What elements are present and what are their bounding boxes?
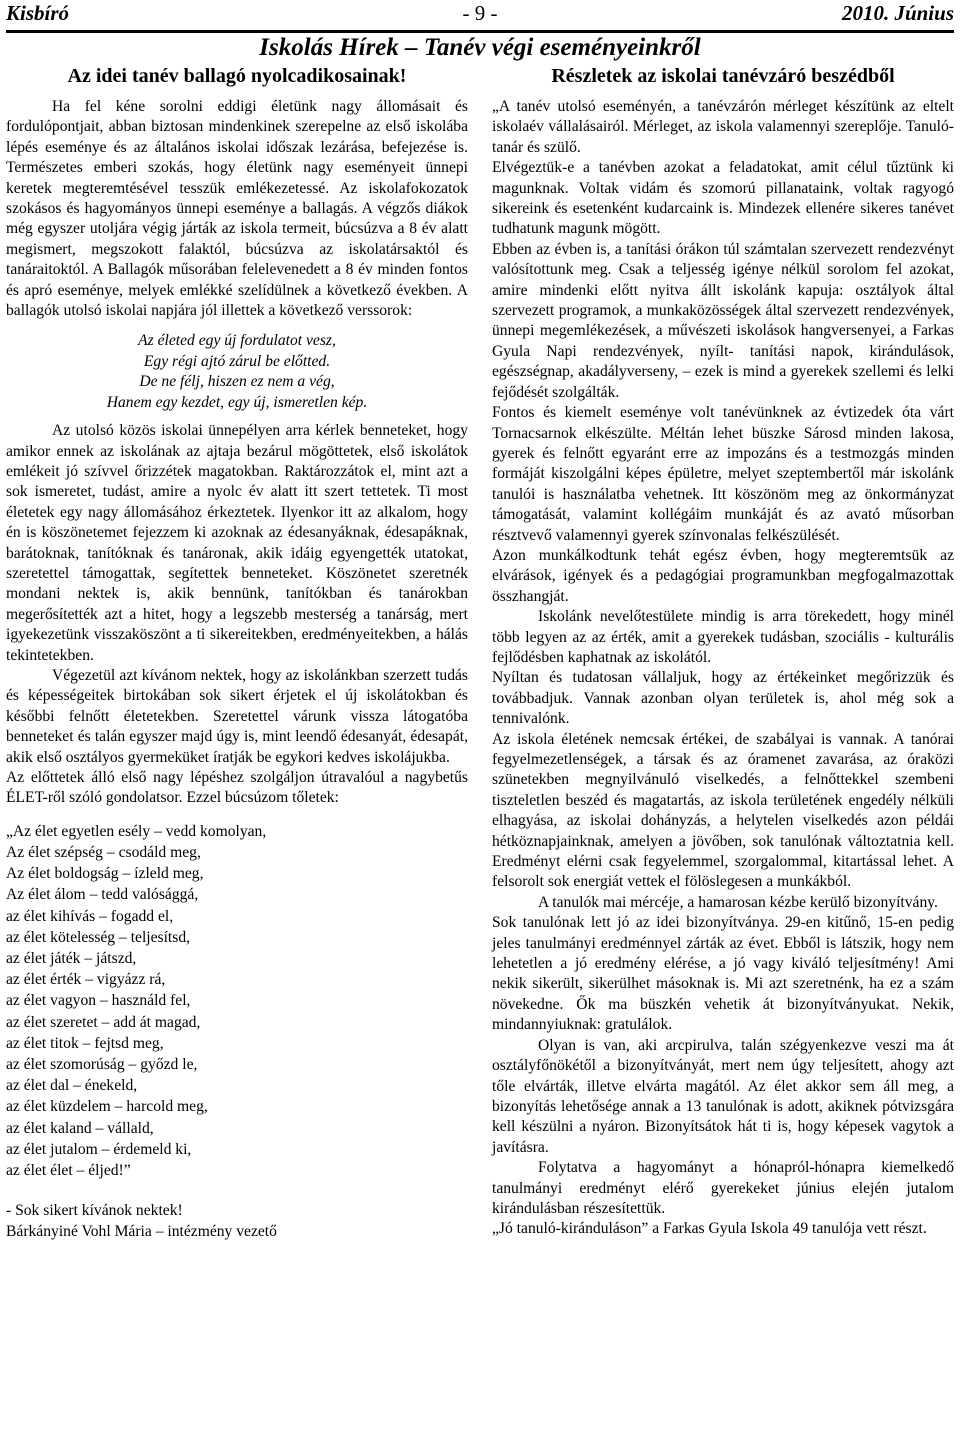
publication-name: Kisbíró — [6, 1, 70, 25]
page-title: Iskolás Hírek – Tanév végi eseményeinkről — [259, 34, 701, 61]
life-line: az élet jutalom – érdemeld ki, — [6, 1140, 192, 1158]
right-paragraph-10: Sok tanulónak lett jó az idei bizonyítványa. 29-en kitűnő, 15-en pedig jeles tanulmányi eredménnyel zárták az évet. Ebből is látszik, hogy nem lehetetlen a jó eredmény elérése, a jó vagy kiváló teljesítmény! Ami nekik sikerült, sikerülhet másoknak is. Mi azt szeretnénk, ha ez a szám növekedne. Ők ma büszkén vehetik át bizonyítványukat. Nekik, mindannyiuknak: gratulálok. — [492, 914, 954, 1034]
right-paragraph-12: Folytatva a hagyományt a hónapról-hónapra kiemelkedő tanulmányi eredményt elérő gyerekeket június elején jutalom kirándulásban részesítettük. — [492, 1159, 954, 1217]
poem-line: De ne félj, hiszen ez nem a vég, — [139, 373, 335, 391]
life-line: az élet játék – játszd, — [6, 950, 137, 968]
life-line: Az élet álom – tedd valósággá, — [6, 886, 199, 904]
life-line: az élet dal – énekeld, — [6, 1077, 138, 1095]
life-line: az élet érték – vigyázz rá, — [6, 971, 166, 989]
left-heading: Az idei tanév ballagó nyolcadikosainak! — [67, 65, 407, 87]
life-line: az élet kötelesség – teljesítsd, — [6, 928, 191, 946]
life-line: az élet kaland – vállald, — [6, 1119, 154, 1137]
life-line: az élet küzdelem – harcold meg, — [6, 1098, 208, 1116]
life-line: az élet szeretet – add át magad, — [6, 1013, 201, 1031]
issue-date: 2010. Június — [841, 1, 954, 25]
left-paragraph-4: Az előttetek álló első nagy lépéshez szolgáljon útravalóul a nagybetűs ÉLET-ről szóló gondolatsor. Ezzel búcsúzom tőletek: — [6, 769, 468, 807]
right-paragraph-11: Olyan is van, aki arcpirulva, talán szégyenkezve veszi ma át osztályfőnökétől a bizonyítványát, mert nem úgy teljesített, ahogy azt tőle elvárták, illetve elvárta magától. Az élet akkor sem áll meg, a bizonyítás lehetősége annak a 13 tanulónak is adott, akiknek pótvizsgára kell készülni a nyáron. Bizonyítsátok hát ti is, hogy képesek vagytok a javításra. — [492, 1036, 954, 1156]
right-paragraph-9: A tanulók mai mércéje, a hamarosan kézbe kerülő bizonyítvány. — [538, 893, 938, 911]
life-line: Az élet szépség – csodáld meg, — [6, 844, 201, 862]
right-paragraph-4: Fontos és kiemelt eseménye volt tanévünknek az évtizedek óta várt Tornacsarnok elkészülte. Méltán lehet büszke Sárosd minden lakosa, gyerek és felnőtt egyaránt erre az impozáns és a testmozgás minden formáját kiszolgálni képes épületre, melyet szeptembertől már iskolánk tanulói is használatba vehetnek. Itt köszönöm meg az önkormányzat támogatását, valamint kollégáim munkáját és az avató műsorban résztvevő valamennyi gyerek színvonalas felkészülését. — [492, 404, 954, 544]
left-paragraph-1: Ha fel kéne sorolni eddigi életünk nagy állomásait és fordulópontjait, abban biztosan mindenkinek szerepelne az első iskolába lépés eseménye és az általános iskolai időszak lezárása, befejezése is. Természetes emberi szokás, hogy életünk nagy eseményeit ünnepi keretek megteremtésével tesszük emlékezetessé. Az iskolafokozatok szokásos és hagyományos ünnepi eseménye a ballagás. A végzős diákok még egyszer utoljára végig járták az iskola termeit, búcsúzva a 8 év alatt megismert, megszokott falaktól, búcsúzva az iskolatársaktól és tanáraitoktól. A Ballagók műsorában felelevenedett a 8 év minden fontos és apró eseménye, melyek emlékké szelídülnek a következő években. A ballagók utolsó iskolai napjára jól illettek a következő verssorok: — [6, 98, 468, 320]
life-line: az élet vagyon – használd fel, — [6, 992, 191, 1010]
life-line: „Az élet egyetlen esély – vedd komolyan, — [6, 822, 267, 840]
right-paragraph-7: Nyíltan és tudatosan vállaljuk, hogy az értékeinket megőrizzük és továbbadjuk. Vannak azonban olyan területek is, ahol még sok a tennivalónk. — [492, 669, 954, 728]
left-paragraph-2: Az utolsó közös iskolai ünnepélyen arra kérlek benneteket, hogy amikor ennek az iskolának az ajtaja bezárul mögöttetek, első iskolátok emlékeit jó szívvel őrizzétek magatokban. Raktározzátok el, mint azt a sok ismeretet, tudást, amire a nyolc év alatt itt szert tettetek. Ti most életetek egy nagy állomásához érkeztetek. Ilyenkor itt az alkalom, hogy én is köszönetemet fejezzem ki azoknak az édesanyáknak, édesapáknak, barátoknak, tanítóknak és tanáronak, akik idáig egyengették utatokat, szeretettel támogattak, segítettek benneteket. Köszönetet szeretnék mondani nektek is, akik bennünk, tanítókban és tanárokban megerősítették azt a hitet, hogy a legszebb mesterség a tanárság, mert igyekezetünk visszaköszönt a ti sikereitekben, eredményeitekben, a hálás tekintetekben. — [6, 422, 468, 664]
right-paragraph-3: Ebben az évben is, a tanítási órákon túl számtalan szervezett rendezvényt valósítottunk meg. Csak a teljesség igénye nélkül sorolom fel azokat, amire mindenki előtt nyitva állt iskolánk kapuja: osztályok által szervezett programok, a munkaközösségek által szervezett rendezvények, ünnepi megemlékezések, a művészeti iskolások hangversenyei, a Farkas Gyula Napi rendezvények, nyílt- tanítási napok, kirándulások, egészségnap, akadályverseny, – ezek is mind a gyerekek szellemi és lelki fejődését szolgálták. — [492, 240, 954, 401]
page-header — [6, 0, 954, 30]
right-heading: Részletek az iskolai tanévzáró beszédből — [551, 65, 895, 87]
right-paragraph-13: „Jó tanuló-kiránduláson” a Farkas Gyula Iskola 49 tanulója vett részt. — [492, 1220, 927, 1238]
left-paragraph-3: Végezetül azt kívánom nektek, hogy az iskolánkban szerzett tudás és képességeitek birtokában sok sikert érjetek el új iskolátokban és későbbi felnőtt életetekben. Szeretettel várunk vissza látogatóba benneteket és talán egyszer majd úgy is, mint leendő édesanyát, édesapát, akik első osztályos gyermeküket íratják be egykori kedves iskolájukba. — [6, 666, 468, 766]
life-line: Az élet boldogság – ízleld meg, — [6, 865, 204, 883]
right-paragraph-5: Azon munkálkodtunk tehát egész évben, hogy megteremtsük az elvárások, igények és a pedagógiai programunkban megfogalmazottak összhangját. — [492, 546, 954, 605]
right-column — [492, 63, 954, 1240]
life-line: az élet kihívás – fogadd el, — [6, 907, 174, 925]
poem — [6, 331, 468, 413]
signature: Bárkányiné Vohl Mária – intézmény vezető — [6, 1222, 277, 1240]
closing-wish: - Sok sikert kívánok nektek! — [6, 1202, 183, 1220]
page-number: - 9 - — [462, 1, 498, 25]
life-poem — [6, 821, 468, 1181]
right-paragraph-1: „A tanév utolsó eseményén, a tanévzárón mérleget készítünk az eltelt iskolaév vállalásairól. Mérleget, az iskola valamennyi szereplője. Tanuló-tanár és szülő. — [492, 98, 954, 156]
right-paragraph-2: Elvégeztük-e a tanévben azokat a feladatokat, amit célul tűztünk ki magunknak. Voltak vidám és szomorú pillanataink, voltak ragyogó sikereink és esetenként kudarcaink is. Mindezek ellenére sikeres tanévet tudhatunk magunk mögött. — [492, 159, 954, 238]
life-line: az élet élet – éljed!” — [6, 1162, 131, 1180]
life-line: az élet szomorúság – győzd le, — [6, 1056, 198, 1074]
poem-line: Hanem egy kezdet, egy új, ismeretlen kép. — [106, 393, 368, 411]
right-paragraph-6: Iskolánk nevelőtestülete mindig is arra törekedett, hogy minél több legyen az az érték, amit a gyerekek tudásban, szociális - kulturális fejlődésben kaphatnak az iskolától. — [492, 608, 954, 666]
poem-line: Egy régi ajtó zárul be előtted. — [143, 352, 331, 370]
poem-line: Az életed egy új fordulatot vesz, — [138, 332, 336, 350]
right-paragraph-8: Az iskola életének nemcsak értékei, de szabályai is vannak. A tanórai fegyelmezetlenségek, a társak és az óramenet zavarása, az óraközi szünetekben megnyilvánuló viselkedés, a felnőttekkel szembeni tiszteletlen beszéd és magatartás, az iskola területének engedély nélküli elhagyása, az iskolai dohányzás, a helytelen viselkedés azon példái hétköznapjainknak, amelyen a jövőben, sok tanulónak változtatnia kell. Eredményt elérni csak fegyelemmel, szorgalommal, kitartással lehet. A felsorolt sok energiát vettek el fölöslegesen a munkákból. — [492, 730, 954, 891]
life-line: az élet titok – fejtsd meg, — [6, 1034, 164, 1052]
left-column — [6, 63, 468, 1242]
header-rule — [6, 30, 954, 33]
